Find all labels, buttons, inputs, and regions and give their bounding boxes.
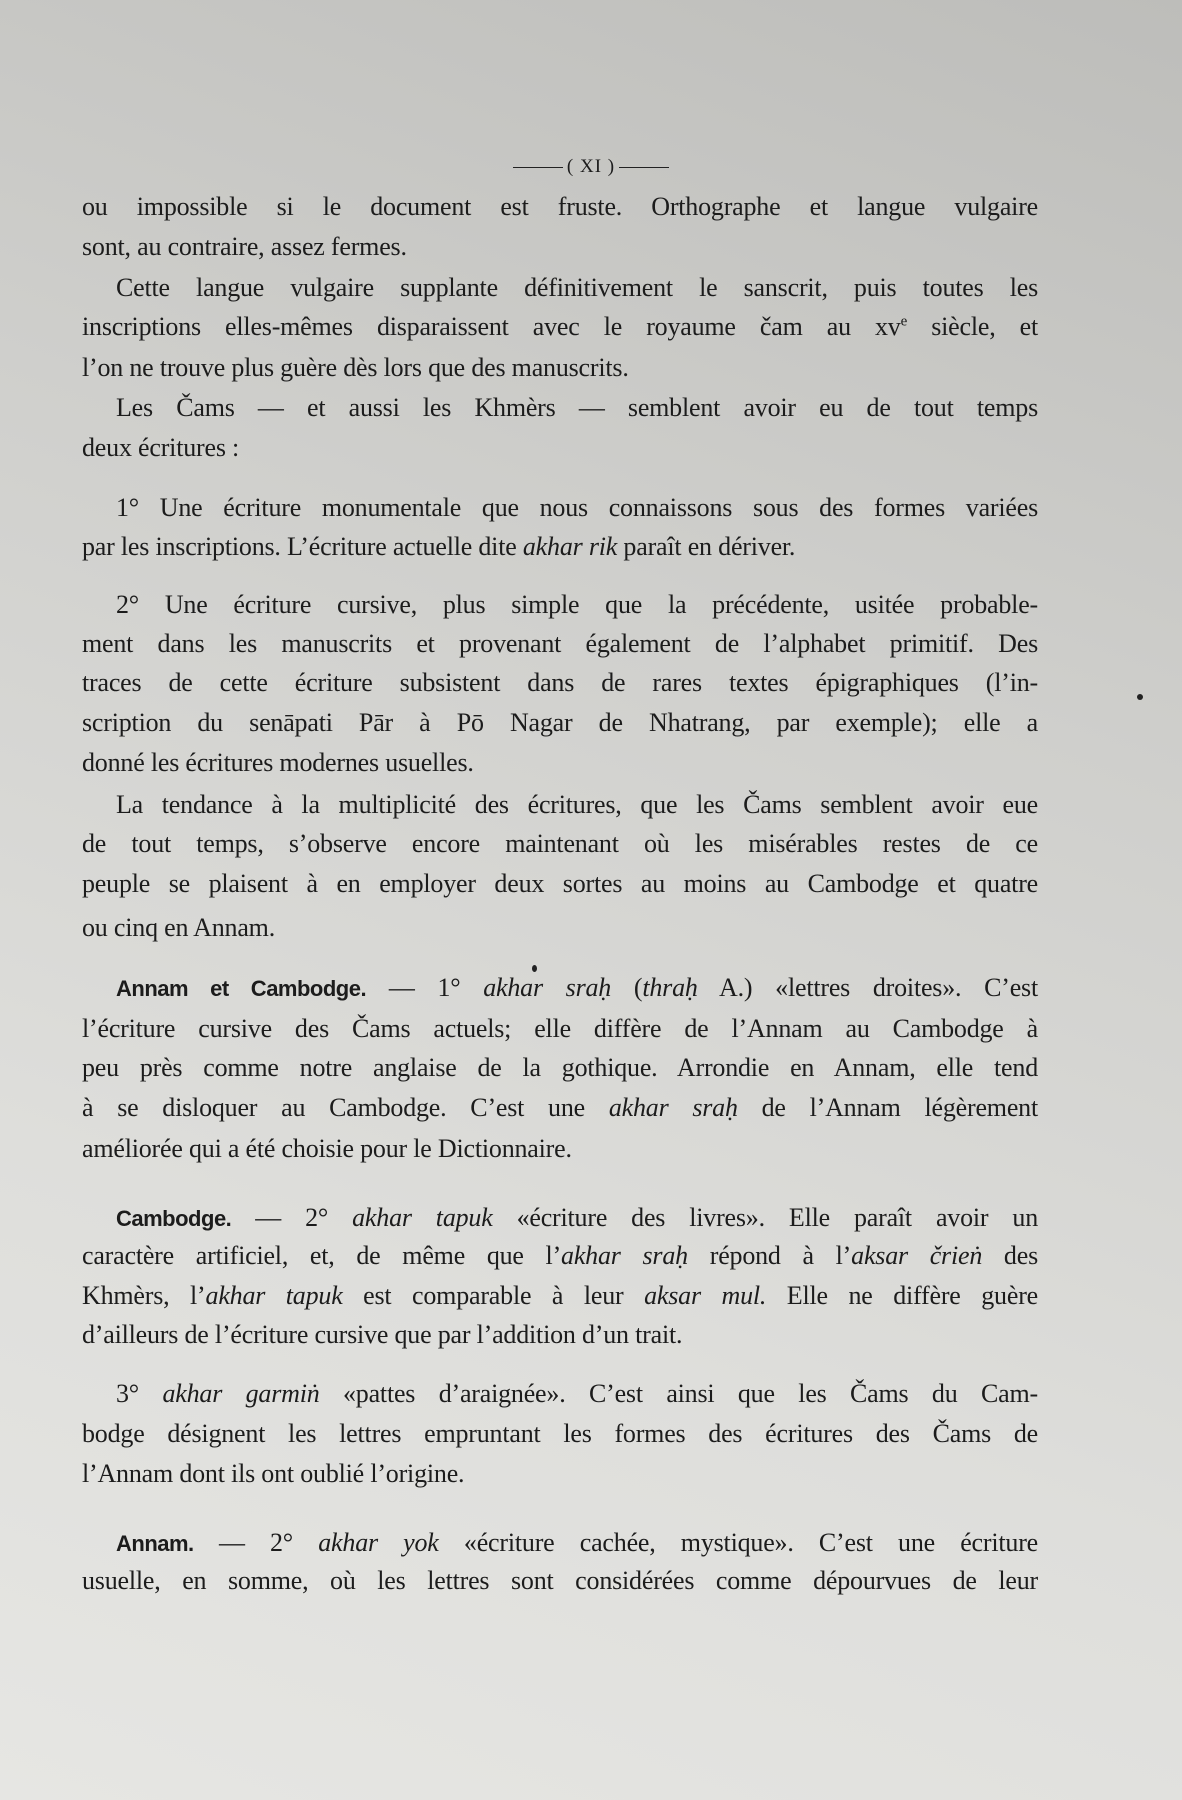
text-segment: La tendance à la multiplicité des écritures, que les Čams semblent avoir eue <box>116 790 1038 819</box>
text-line <box>116 787 1038 823</box>
text-segment: traces de cette écriture subsistent dans de rares textes épigraphiques (l’in- <box>82 668 1038 697</box>
text-segment: bodge désignent les lettres empruntant les formes des écritures des Čams de <box>82 1419 1038 1448</box>
text-segment: ou cinq en Annam. <box>82 913 276 942</box>
text-line <box>82 189 1038 225</box>
text-line <box>82 745 1038 781</box>
text-line <box>82 1238 1038 1274</box>
text-segment: inscriptions elles-mêmes disparaissent avec le royaume čam au xv <box>82 312 901 341</box>
text-segment: Cette langue vulgaire supplante définitivement le sanscrit, puis toutes les <box>116 273 1038 302</box>
text-line <box>82 529 1038 565</box>
text-segment: Khmèrs, l’ <box>82 1281 206 1310</box>
text-line <box>82 1317 1038 1353</box>
page-number: XI <box>579 156 603 177</box>
text-segment: répond à l’ <box>687 1241 852 1270</box>
text-segment: ( <box>611 973 643 1002</box>
text-line <box>82 1563 1038 1599</box>
text-segment: «pattes d’araignée». C’est ainsi que les Čams du Cam- <box>319 1379 1038 1408</box>
text-line <box>116 1376 1038 1412</box>
text-segment: l’écriture cursive des Čams actuels; elle diffère de l’Annam au Cambodge à <box>82 1014 1038 1043</box>
text-line <box>82 1050 1038 1086</box>
text-segment: de tout temps, s’observe encore maintenant où les misérables restes de ce <box>82 829 1038 858</box>
text-segment: paraît en dériver. <box>617 532 796 561</box>
text-segment: deux écritures : <box>82 433 240 462</box>
italic-term: aksar mul. <box>644 1281 767 1310</box>
text-line <box>82 1131 1038 1167</box>
text-line <box>116 270 1038 306</box>
italic-term: akhar sraḥ <box>561 1241 688 1270</box>
section-heading: Annam et Cambodge. <box>116 976 367 1001</box>
text-segment: 3° <box>116 1379 163 1408</box>
text-segment: 1° Une écriture monumentale que nous connaissons sous des formes variées <box>116 493 1038 522</box>
text-segment: l’Annam dont ils ont oublié l’origine. <box>82 1459 465 1488</box>
speck-mark <box>1137 694 1143 700</box>
text-line <box>82 430 1038 466</box>
text-line <box>82 826 1038 862</box>
text-segment: à se disloquer au Cambodge. C’est une <box>82 1093 609 1122</box>
text-line <box>116 490 1038 526</box>
italic-term: aksar črieṅ <box>851 1241 983 1270</box>
text-line <box>82 910 1038 946</box>
text-segment: ment dans les manuscrits et provenant également de l’alphabet primitif. Des <box>82 629 1038 658</box>
text-segment: — 2° <box>231 1203 353 1232</box>
text-segment: ou impossible si le document est fruste. Orthographe et langue vulgaire <box>82 192 1038 221</box>
text-segment: donné les écritures modernes usuelles. <box>82 748 474 777</box>
text-line <box>82 309 1038 345</box>
text-segment: — 2° <box>193 1528 319 1557</box>
text-line <box>116 1525 1038 1561</box>
text-line <box>116 970 1038 1006</box>
text-line <box>82 350 1038 386</box>
left-ornament-icon <box>513 167 563 168</box>
text-line <box>82 1456 1038 1492</box>
text-segment: siècle, et <box>907 312 1038 341</box>
italic-term: akhar tapuk <box>205 1281 343 1310</box>
text-line <box>82 1011 1038 1047</box>
italic-term: akhar sraḥ <box>608 1093 738 1122</box>
italic-term: akhar rik <box>522 532 618 561</box>
text-segment: d’ailleurs de l’écriture cursive que par l’addition d’un trait. <box>82 1320 683 1349</box>
text-segment: — 1° <box>366 973 484 1002</box>
text-line <box>82 626 1038 662</box>
section-heading: Annam. <box>116 1531 194 1556</box>
text-line <box>82 1278 1038 1314</box>
text-segment: usuelle, en somme, où les lettres sont considérées comme dépourvues de leur <box>82 1566 1038 1595</box>
text-segment: par les inscriptions. L’écriture actuelle dite <box>82 532 523 561</box>
text-segment: sont, au contraire, assez fermes. <box>82 232 407 261</box>
section-heading: Cambodge. <box>116 1206 232 1231</box>
right-ornament-icon <box>619 167 669 168</box>
page-header: ( XI ) <box>0 156 1182 178</box>
text-segment: Les Čams — et aussi les Khmèrs — semblent avoir eu de tout temps <box>116 393 1038 422</box>
text-segment: l’on ne trouve plus guère dès lors que des manuscrits. <box>82 353 629 382</box>
italic-term: akhar garmiṅ <box>162 1379 320 1408</box>
text-line <box>116 390 1038 426</box>
superscript: e <box>900 313 908 330</box>
text-segment: caractère artificiel, et, de même que l’ <box>82 1241 562 1270</box>
text-segment: de l’Annam légèrement <box>737 1093 1038 1122</box>
text-line <box>82 229 1038 265</box>
text-segment: «écriture cachée, mystique». C’est une écriture <box>438 1528 1038 1557</box>
text-segment: 2° Une écriture cursive, plus simple que la précédente, usitée probable- <box>116 590 1038 619</box>
text-segment: «écriture des livres». Elle paraît avoir un <box>492 1203 1038 1232</box>
text-segment: peuple se plaisent à en employer deux sortes au moins au Cambodge et quatre <box>82 869 1038 898</box>
text-segment: est comparable à leur <box>342 1281 645 1310</box>
text-line <box>82 1090 1038 1126</box>
text-segment: A.) «lettres droites». C’est <box>697 973 1038 1002</box>
italic-term: akhar sraḥ <box>483 973 612 1002</box>
italic-term: thraḥ <box>642 973 698 1002</box>
text-segment: peu près comme notre anglaise de la gothique. Arrondie en Annam, elle tend <box>82 1053 1038 1082</box>
text-line <box>116 1200 1038 1236</box>
text-segment: des <box>982 1241 1038 1270</box>
speck-mark <box>532 965 537 972</box>
text-line <box>82 866 1038 902</box>
text-line <box>82 705 1038 741</box>
text-segment: Elle ne diffère guère <box>766 1281 1038 1310</box>
text-segment: scription du senāpati Pār à Pō Nagar de Nhatrang, par exemple); elle a <box>82 708 1038 737</box>
italic-term: akhar tapuk <box>352 1203 493 1232</box>
text-line <box>116 587 1038 623</box>
italic-term: akhar yok <box>318 1528 439 1557</box>
text-line <box>82 1416 1038 1452</box>
text-line <box>82 665 1038 701</box>
text-segment: améliorée qui a été choisie pour le Dictionnaire. <box>82 1134 572 1163</box>
